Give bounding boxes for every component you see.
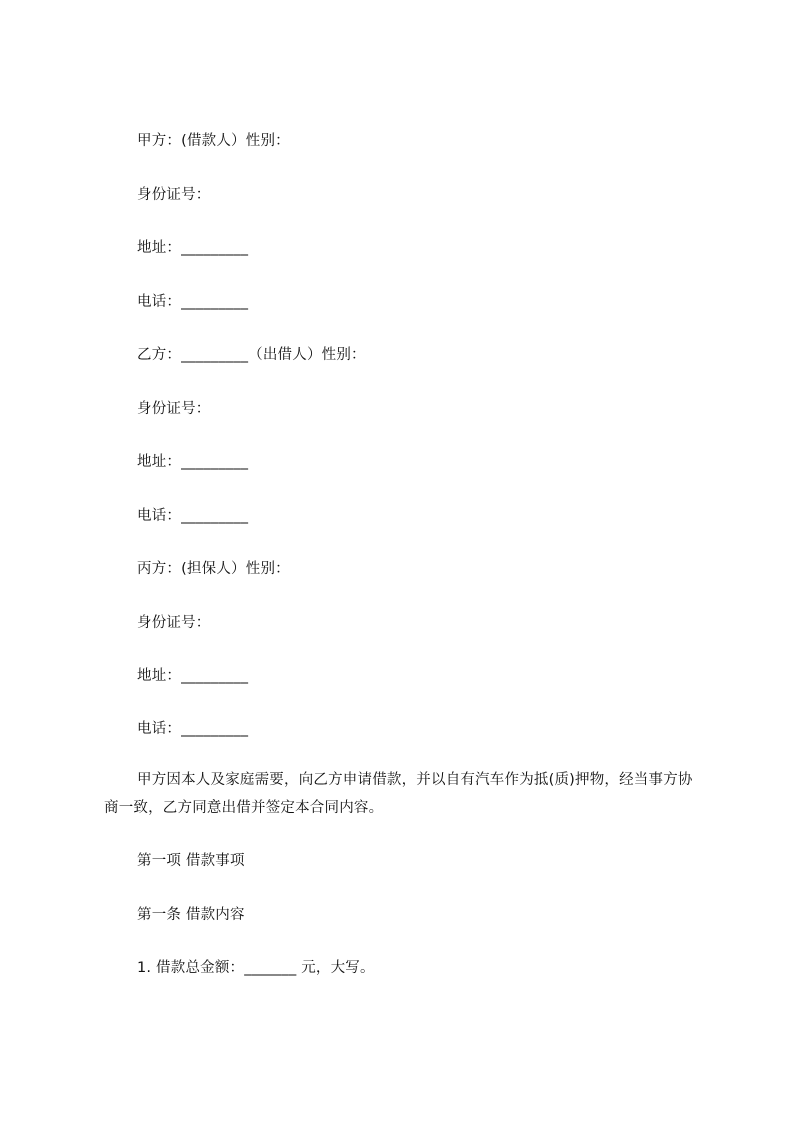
party-b-address-line: 地址：_________ — [137, 454, 249, 470]
party-c-name-line: 丙方：(担保人）性别： — [137, 561, 290, 577]
party-c-address-line: 地址：_________ — [137, 668, 249, 684]
party-a-name-line: 甲方：(借款人）性别： — [137, 133, 290, 149]
party-b-id-line: 身份证号： — [137, 401, 211, 417]
party-c-phone-line: 电话：_________ — [137, 721, 249, 737]
party-a-id-line: 身份证号： — [137, 187, 211, 203]
item-1-loan-amount: 1. 借款总金额：_______ 元，大写。 — [137, 960, 375, 976]
section-title: 第一项 借款事项 — [137, 853, 245, 869]
article-title: 第一条 借款内容 — [137, 907, 245, 923]
intro-paragraph: 甲方因本人及家庭需要，向乙方申请借款，并以自有汽车作为抵(质)押物，经当事方协商一致，乙方同意出借并签定本合同内容。 — [104, 772, 693, 816]
party-a-phone-line: 电话：_________ — [137, 294, 249, 310]
party-b-name-line: 乙方：_________（出借人）性别： — [137, 347, 366, 363]
party-c-id-line: 身份证号： — [137, 615, 211, 631]
party-b-phone-line: 电话：_________ — [137, 508, 249, 524]
party-a-address-line: 地址：_________ — [137, 240, 249, 256]
